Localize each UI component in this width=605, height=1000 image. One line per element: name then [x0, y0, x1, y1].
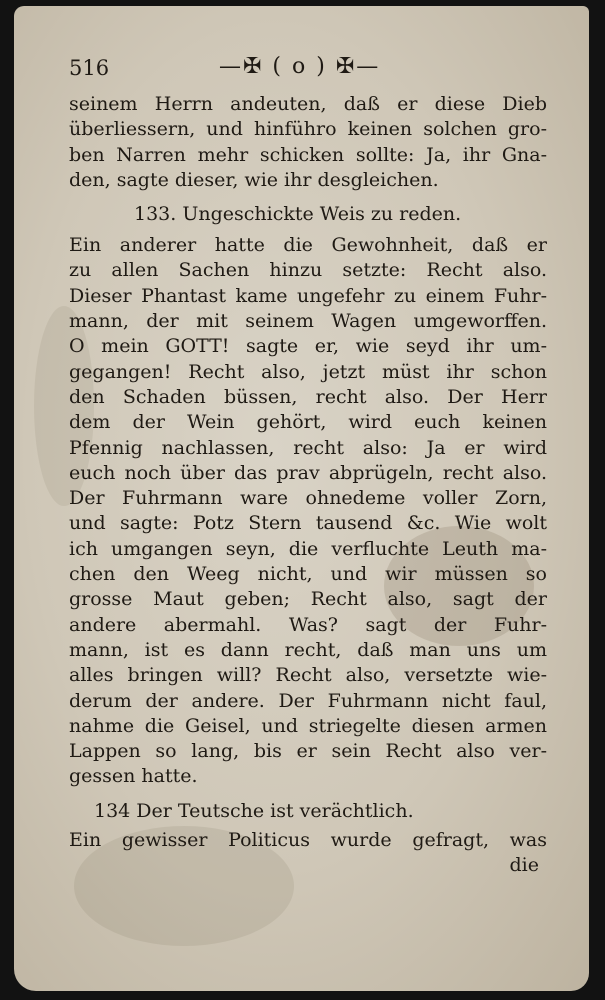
text-line: ben Narren mehr schicken sollte: Ja, ihr Gna- [69, 143, 547, 166]
text-line: gegangen! Recht also, jetzt müst ihr schon [69, 360, 547, 383]
text-line: zu allen Sachen hinzu setzte: Recht also. [69, 259, 547, 282]
section-133-body [69, 233, 547, 790]
catchword: die [509, 854, 539, 877]
section-heading-134: 134 Der Teutsche ist verächtlich. [94, 799, 414, 822]
text-line: nahme die Geisel, und striegelte diesen armen [69, 714, 547, 737]
section-heading-133: 133. Ungeschickte Weis zu reden. [134, 203, 462, 226]
intro-paragraph [69, 92, 547, 193]
text-line: überliessern, und hinführo keinen solchen gro- [69, 118, 547, 141]
text-line: mann, der mit seinem Wagen umgeworffen. [69, 310, 547, 333]
header-ornament: —✠ ( o ) ✠— [219, 54, 381, 79]
text-line: grosse Maut geben; Recht also, sagt der [69, 588, 547, 611]
page-header [69, 52, 547, 92]
text-line: Ein anderer hatte die Gewohnheit, daß er [69, 234, 547, 257]
text-line: alles bringen will? Recht also, versetzte wie- [69, 664, 547, 687]
text-line: euch noch über das prav abprügeln, recht also. [69, 461, 547, 484]
text-line: Lappen so lang, bis er sein Recht also ver- [69, 740, 547, 763]
text-line: Dieser Phantast kame ungefehr zu einem Fuhr- [69, 284, 547, 307]
text-line: seinem Herrn andeuten, daß er diese Dieb [69, 93, 547, 115]
text-line: O mein GOTT! sagte er, wie seyd ihr um- [69, 335, 547, 358]
book-page [14, 6, 589, 991]
text-line: den, sagte dieser, wie ihr desgleichen. [69, 168, 439, 191]
text-line: chen den Weeg nicht, und wir müssen so [69, 563, 547, 586]
text-line: Der Fuhrmann ware ohnedeme voller Zorn, [69, 487, 547, 510]
page-text [69, 52, 547, 878]
text-line: den Schaden büssen, recht also. Der Herr [69, 385, 547, 408]
text-line: Pfennig nachlassen, recht also: Ja er wird [69, 436, 547, 459]
text-line: gessen hatte. [69, 765, 198, 788]
text-line: derum der andere. Der Fuhrmann nicht faul, [69, 689, 547, 712]
text-line: mann, ist es dann recht, daß man uns um [69, 638, 547, 661]
text-line: andere abermahl. Was? sagt der Fuhr- [69, 613, 547, 636]
page-number: 516 [69, 56, 110, 80]
text-line: ich umgangen seyn, die verfluchte Leuth ma- [69, 537, 547, 560]
text-line: dem der Wein gehört, wird euch keinen [69, 411, 547, 434]
text-line: Ein gewisser Politicus wurde gefragt, was [69, 828, 547, 851]
text-line: und sagte: Potz Stern tausend &c. Wie wolt [69, 512, 547, 535]
section-134-body [69, 828, 547, 853]
